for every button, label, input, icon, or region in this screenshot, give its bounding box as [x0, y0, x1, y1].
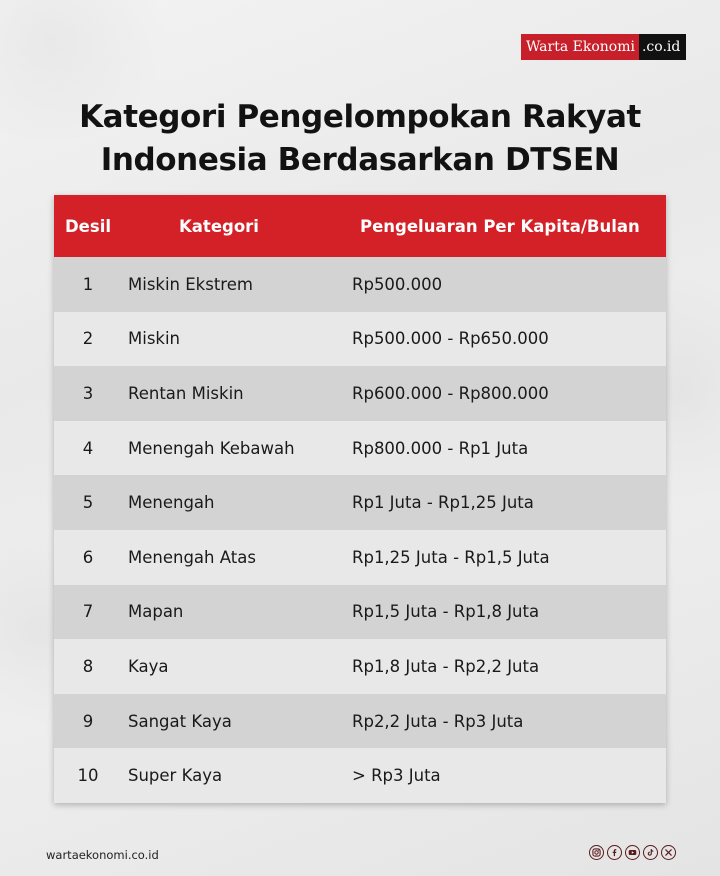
cell-desil: 7 — [82, 602, 94, 622]
page-title — [0, 96, 720, 182]
cell-desil: 5 — [82, 493, 94, 513]
cell-kategori: Sangat Kaya — [128, 711, 232, 731]
table-header — [54, 195, 666, 257]
table-body — [54, 257, 666, 803]
dtsen-table — [54, 195, 666, 803]
table-row — [54, 366, 666, 421]
table-row — [54, 585, 666, 640]
table-row — [54, 694, 666, 749]
cell-kategori: Mapan — [128, 602, 184, 622]
cell-kategori: Super Kaya — [128, 766, 223, 786]
cell-pengeluaran: Rp800.000 - Rp1 Juta — [352, 438, 529, 458]
cell-desil: 4 — [82, 438, 94, 458]
social-icons — [589, 845, 676, 860]
cell-kategori: Menengah Kebawah — [128, 438, 295, 458]
cell-desil: 9 — [82, 711, 94, 731]
cell-kategori: Kaya — [128, 656, 169, 676]
cell-kategori: Menengah Atas — [128, 547, 256, 567]
cell-kategori: Miskin Ekstrem — [128, 274, 253, 294]
cell-desil: 2 — [82, 329, 94, 349]
cell-desil: 3 — [82, 383, 94, 403]
facebook-icon — [607, 845, 622, 860]
youtube-icon — [625, 845, 640, 860]
cell-kategori: Rentan Miskin — [128, 383, 244, 403]
cell-desil: 10 — [77, 766, 99, 786]
table-row — [54, 257, 666, 312]
instagram-icon — [589, 845, 604, 860]
header-kategori: Kategori — [179, 216, 259, 236]
brand-name: Warta Ekonomi — [521, 34, 639, 60]
cell-kategori: Menengah — [128, 493, 215, 513]
cell-pengeluaran: Rp500.000 — [352, 274, 443, 294]
cell-pengeluaran: Rp500.000 - Rp650.000 — [352, 329, 549, 349]
cell-desil: 6 — [82, 547, 94, 567]
header-desil: Desil — [64, 216, 112, 236]
brand-logo — [521, 34, 686, 60]
tiktok-icon — [643, 845, 658, 860]
cell-desil: 1 — [82, 274, 94, 294]
cell-kategori: Miskin — [128, 329, 181, 349]
header-pengeluaran: Pengeluaran Per Kapita/Bulan — [360, 216, 640, 236]
table-row — [54, 748, 666, 803]
cell-pengeluaran: Rp1 Juta - Rp1,25 Juta — [352, 493, 534, 513]
brand-domain: .co.id — [639, 34, 686, 60]
cell-pengeluaran: Rp1,25 Juta - Rp1,5 Juta — [352, 547, 550, 567]
cell-pengeluaran: > Rp3 Juta — [352, 766, 441, 786]
title-line-2: Indonesia Berdasarkan DTSEN — [100, 142, 620, 178]
cell-pengeluaran: Rp1,5 Juta - Rp1,8 Juta — [352, 602, 540, 622]
table-row — [54, 639, 666, 694]
footer-url: wartaekonomi.co.id — [46, 848, 159, 862]
cell-pengeluaran: Rp1,8 Juta - Rp2,2 Juta — [352, 656, 540, 676]
title-line-1: Kategori Pengelompokan Rakyat — [79, 99, 641, 135]
cell-desil: 8 — [82, 656, 94, 676]
table-row — [54, 421, 666, 476]
table-row — [54, 475, 666, 530]
cell-pengeluaran: Rp600.000 - Rp800.000 — [352, 383, 549, 403]
cell-pengeluaran: Rp2,2 Juta - Rp3 Juta — [352, 711, 524, 731]
x-icon — [661, 845, 676, 860]
table-row — [54, 312, 666, 367]
table-row — [54, 530, 666, 585]
